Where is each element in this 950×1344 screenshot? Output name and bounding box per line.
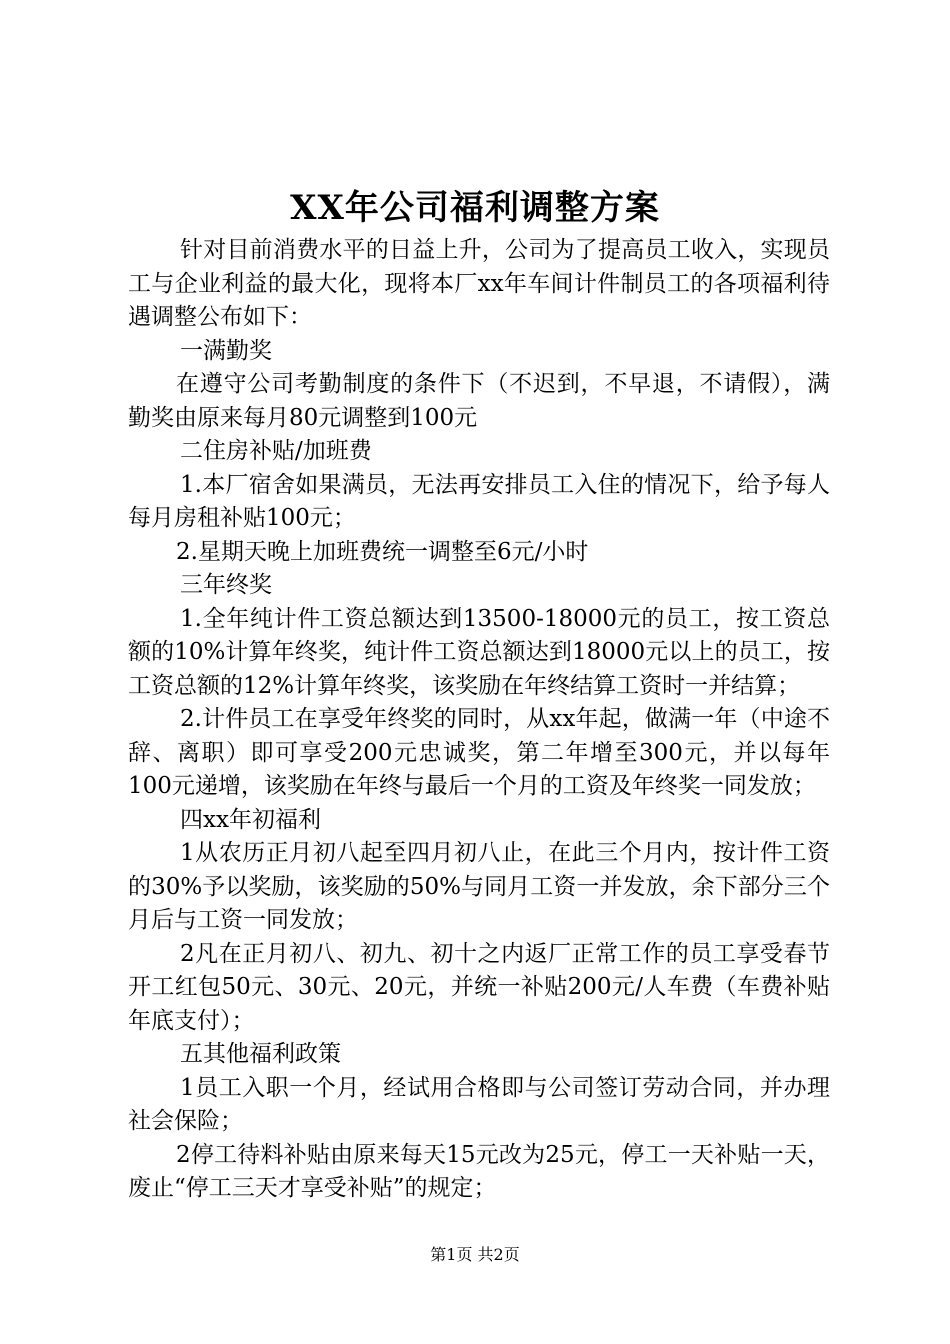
housing-item-1: 1.本厂宿舍如果满员，无法再安排员工入住的情况下，给予每人每月房租补贴100元； [128, 471, 830, 531]
new-year-item-2: 2凡在正月初八、初九、初十之内返厂正常工作的员工享受春节开工红包50元、30元、20元，并统一补贴200元/人车费（车费补贴年底支付）； [128, 940, 830, 1034]
other-item-1: 1员工入职一个月，经试用合格即与公司签订劳动合同，并办理社会保险； [128, 1074, 830, 1134]
new-year-item-1: 1从农历正月初八起至四月初八止，在此三个月内，按计件工资的30%予以奖励，该奖励的50%与同月工资一并发放，余下部分三个月后与工资一同发放； [128, 840, 830, 933]
page-footer: 第1页 共2页 [430, 1245, 520, 1264]
bonus-item-2: 2.计件员工在享受年终奖的同时，从xx年起，做满一年（中途不辞、离职）即可享受200元忠诚奖，第二年增至300元，并以每年100元递增，该奖励在年终与最后一个月的工资及年终奖一同发放； [128, 706, 830, 799]
other-item-2: 2停工待料补贴由原来每天15元改为25元，停工一天补贴一天，废止“停工三天才享受补贴”的规定； [128, 1141, 830, 1201]
intro-paragraph: 针对目前消费水平的日益上升，公司为了提高员工收入，实现员工与企业利益的最大化，现将本厂xx年车间计件制员工的各项福利待遇调整公布如下： [128, 237, 830, 330]
attendance-paragraph: 在遵守公司考勤制度的条件下（不迟到，不早退，不请假），满勤奖由原来每月80元调整到100元 [128, 371, 830, 431]
bonus-item-1: 1.全年纯计件工资总额达到13500-18000元的员工，按工资总额的10%计算年终奖，纯计件工资总额达到18000元以上的员工，按工资总额的12%计算年终奖，该奖励在年终结算工资时一并结算； [128, 605, 830, 699]
document-body [128, 234, 830, 1206]
section-heading-attendance: 一满勤奖 [180, 337, 272, 364]
section-heading-new-year: 四xx年初福利 [180, 806, 321, 833]
section-heading-housing: 二住房补贴/加班费 [180, 438, 372, 464]
section-heading-bonus: 三年终奖 [180, 572, 272, 598]
document-title: XX年公司福利调整方案 [290, 188, 660, 228]
housing-item-2: 2.星期天晚上加班费统一调整至6元/小时 [176, 538, 589, 565]
section-heading-other: 五其他福利政策 [180, 1041, 341, 1067]
